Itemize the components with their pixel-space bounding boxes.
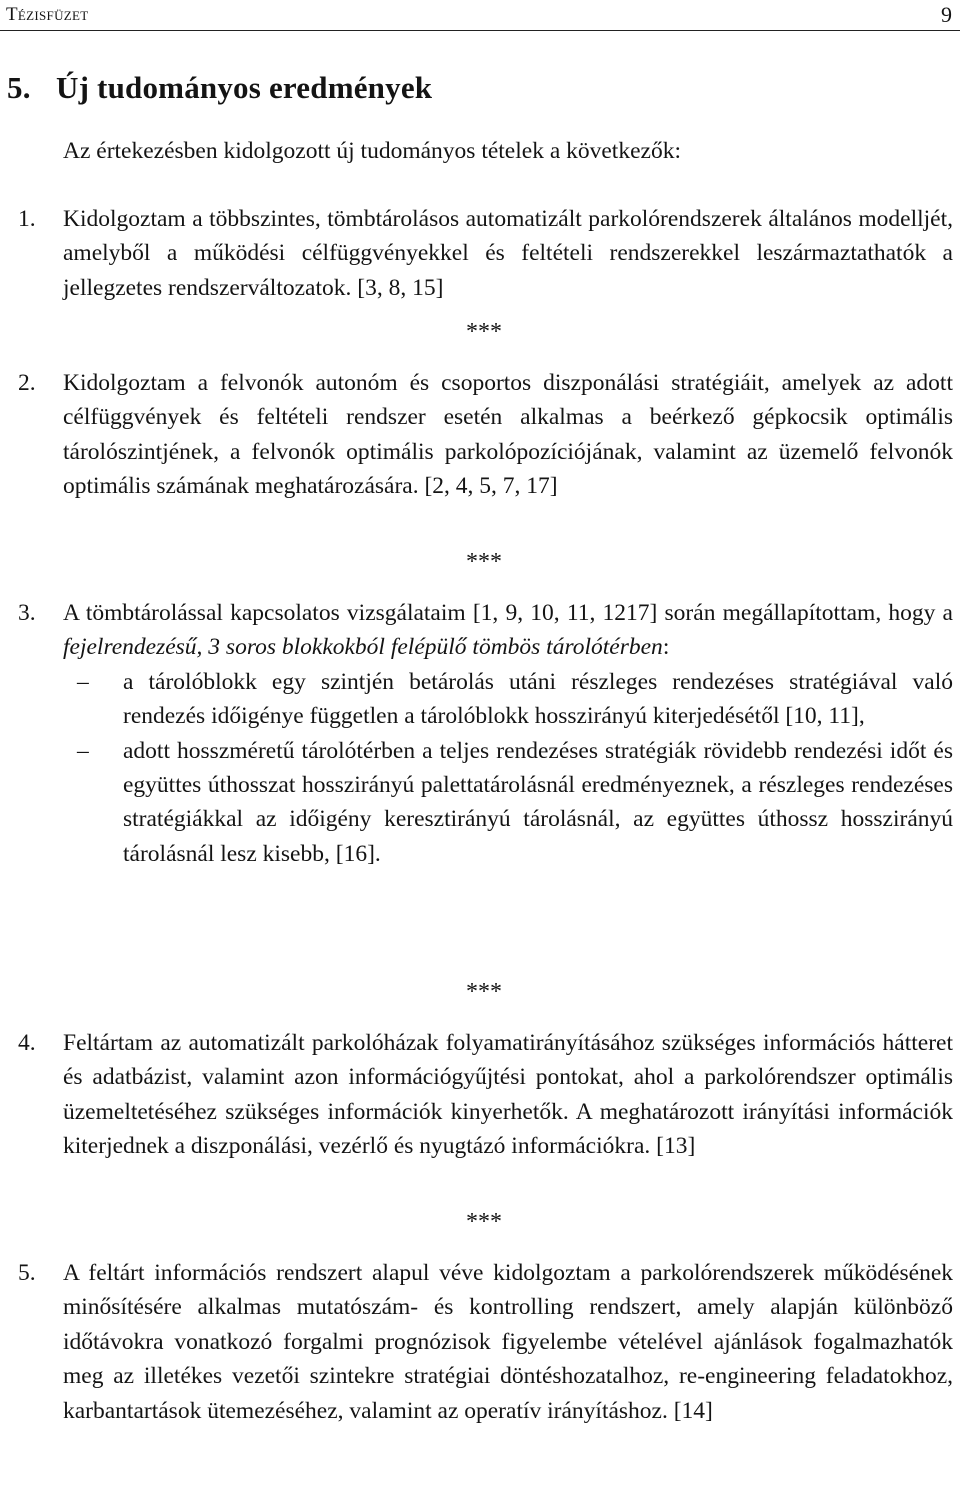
separator: *** bbox=[466, 979, 502, 1005]
page-number: 9 bbox=[941, 2, 952, 27]
section-number: 5. bbox=[7, 70, 31, 105]
thesis-item-4 bbox=[18, 1026, 953, 1164]
item-number: 2. bbox=[18, 370, 36, 396]
item-text-colon: : bbox=[662, 634, 670, 661]
intro-paragraph: Az értekezésben kidolgozott új tudományos tételek a következők: bbox=[63, 138, 681, 164]
running-title: Tézisfüzet bbox=[6, 4, 89, 25]
separator: *** bbox=[466, 1209, 502, 1235]
separator: *** bbox=[466, 549, 502, 575]
list-item bbox=[63, 665, 953, 734]
bullet-list bbox=[63, 665, 953, 871]
list-item-text: adott hosszméretű tárolótérben a teljes rendezéses stratégiák rövidebb rendezési időt és együttes úthosszat hosszirányú palettatárolásnál eredményeznek, a részleges rendezéses stratégiákkal az időigény keresztirányú tárolásnál, az együttes úthossz hosszirányú tárolásnál lesz kisebb, [16]. bbox=[123, 737, 953, 867]
section-heading bbox=[7, 70, 432, 106]
thesis-item-5 bbox=[18, 1256, 953, 1428]
list-item bbox=[63, 734, 953, 872]
thesis-item-2 bbox=[18, 366, 953, 504]
dash-bullet: – bbox=[77, 668, 89, 695]
item-number: 3. bbox=[18, 600, 36, 626]
thesis-item-3 bbox=[18, 596, 953, 871]
separator: *** bbox=[466, 319, 502, 345]
item-text: Kidolgoztam a többszintes, tömbtárolásos automatizált parkolórendszerek általános modelljét, amelyből a működési célfüggvényekkel és feltételi rendszerekkel leszármaztathatók a jellegzetes rendszerváltozatok. [3, 8, 15] bbox=[63, 206, 953, 301]
page-header bbox=[0, 0, 960, 31]
list-item-text: a tárolóblokk egy szintjén betárolás utáni részleges rendezéses stratégiával való rendezés időigénye független a tárolóblokk hosszirányú kiterjedésétől [10, 11], bbox=[123, 668, 953, 730]
item-number: 1. bbox=[18, 206, 36, 232]
section-title: Új tudományos eredmények bbox=[56, 70, 433, 105]
item-number: 5. bbox=[18, 1260, 36, 1286]
item-text-italic: fejelrendezésű, 3 soros blokkokból felépülő tömbös tárolótérben bbox=[63, 634, 663, 661]
item-number: 4. bbox=[18, 1030, 36, 1056]
item-text: Feltártam az automatizált parkolóházak folyamatirányításához szükséges információs hátteret és adatbázist, valamint azon információgyűjtési pontokat, ahol a parkolórendszer optimális üzemeltetéséhez szükséges információk kinyerhetők. A meghatározott irányítási információk kiterjednek a diszponálási, vezérlő és nyugtázó információkra. [13] bbox=[63, 1030, 953, 1160]
item-text bbox=[63, 596, 953, 665]
thesis-item-1 bbox=[18, 202, 953, 305]
dash-bullet: – bbox=[77, 737, 89, 764]
item-text: Kidolgoztam a felvonók autonóm és csoportos diszponálási stratégiáit, amelyek az adott célfüggvények és feltételi rendszer esetén alkalmas a beérkező gépkocsik optimális tárolószintjének, a felvonók optimális parkolópozíciójának, valamint az üzemelő felvonók optimális számának meghatározására. [2, 4, 5, 7, 17] bbox=[63, 370, 953, 500]
item-text-lead: A tömbtárolással kapcsolatos vizsgálataim [1, 9, 10, 11, 1217] során megállapítottam, hogy a bbox=[63, 600, 953, 626]
item-text: A feltárt információs rendszert alapul véve kidolgoztam a parkolórendszerek működésének minősítésére alkalmas mutatószám- és kontrolling rendszert, amely alapján különböző időtávokra vonatkozó forgalmi prognózisok figyelembe vételével ajánlások fogalmazhatók meg az illetékes vezetői szintekre stratégiai döntéshozatalhoz, re-engineering feladatokhoz, karbantartások ütemezéséhez, valamint az operatív irányításhoz. [14] bbox=[63, 1260, 953, 1424]
